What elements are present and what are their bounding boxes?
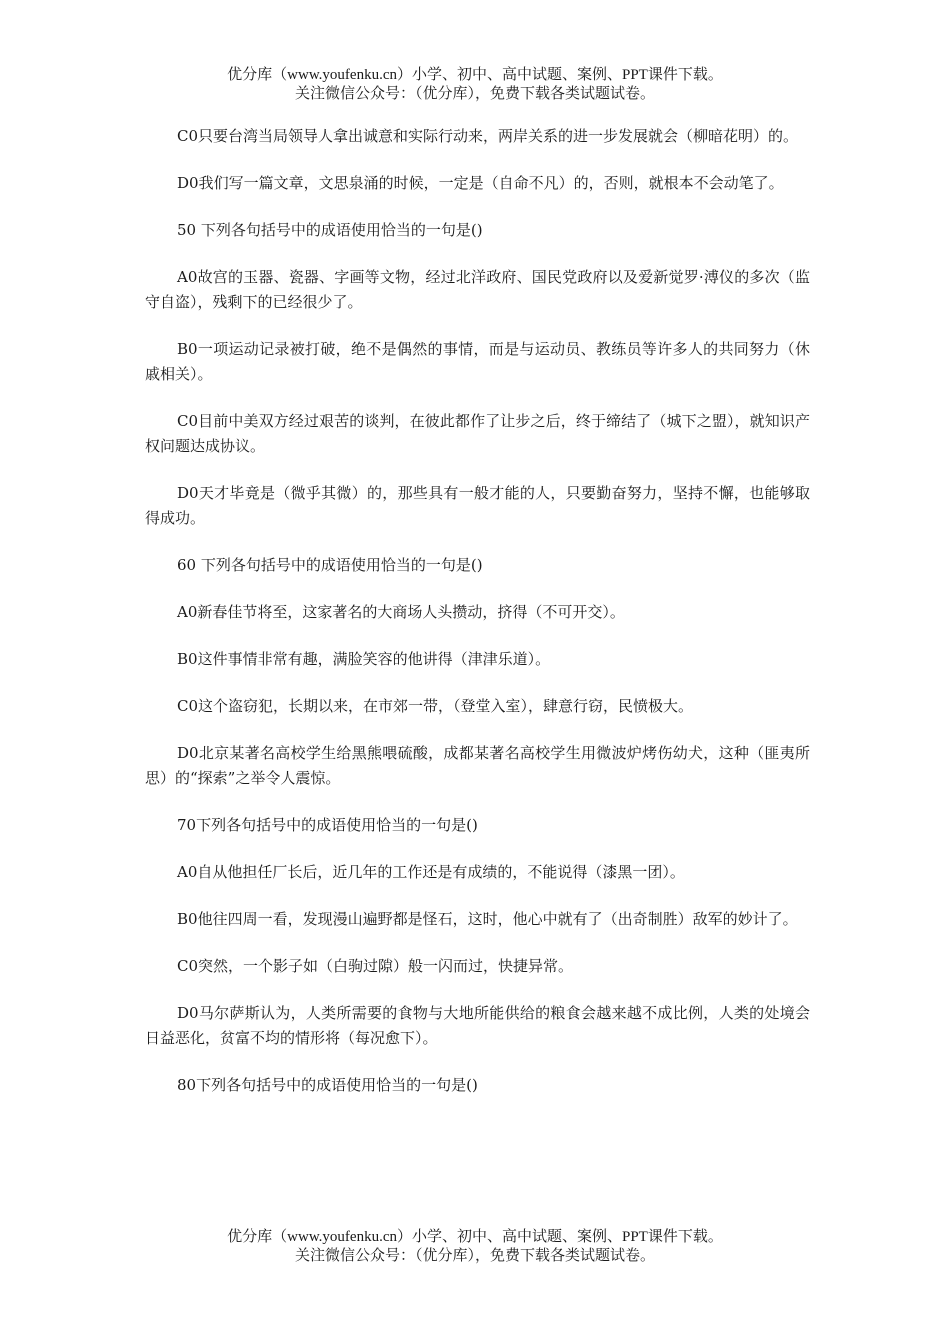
question-5-stem: 50 下列各句括号中的成语使用恰当的一句是() [177, 221, 483, 239]
page-footer [0, 1228, 950, 1266]
header-line-1: 优分库（www.youfenku.cn）小学、初中、高中试题、案例、PPT课件下载。 [227, 67, 723, 83]
page-header [0, 66, 950, 104]
question-7-option-c: C0突然，一个影子如（白驹过隙）般一闪而过，快捷异常。 [177, 957, 574, 975]
question-5-option-d: D0天才毕竟是（微乎其微）的，那些具有一般才能的人，只要勤奋努力，坚持不懈，也能够取得成功。 [145, 484, 810, 527]
option-c-paragraph: C0只要台湾当局领导人拿出诚意和实际行动来，两岸关系的进一步发展就会（柳暗花明）的。 [177, 127, 799, 145]
question-7-stem: 70下列各句括号中的成语使用恰当的一句是() [177, 816, 478, 834]
question-5-option-a: A0故宫的玉器、瓷器、字画等文物，经过北洋政府、国民党政府以及爱新觉罗·溥仪的多次（监守自盗），残剩下的已经很少了。 [145, 268, 810, 311]
question-6-option-c: C0这个盗窃犯，长期以来，在市郊一带，（登堂入室），肆意行窃，民愤极大。 [177, 697, 694, 715]
option-d-paragraph: D0我们写一篇文章，文思泉涌的时候，一定是（自命不凡）的，否则，就根本不会动笔了。 [177, 174, 784, 192]
document-body [145, 124, 810, 1120]
question-5-option-b: B0一项运动记录被打破，绝不是偶然的事情，而是与运动员、教练员等许多人的共同努力（休戚相关）。 [145, 340, 810, 383]
question-7-option-b: B0他往四周一看，发现漫山遍野都是怪石，这时，他心中就有了（出奇制胜）敌军的妙计了。 [177, 910, 798, 928]
footer-line-2: 关注微信公众号：（优分库），免费下载各类试题试卷。 [294, 1248, 655, 1264]
question-6-option-d: D0北京某著名高校学生给黑熊喂硫酸，成都某著名高校学生用微波炉烤伤幼犬，这种（匪夷所思）的“探索”之举令人震惊。 [145, 744, 810, 787]
footer-line-1: 优分库（www.youfenku.cn）小学、初中、高中试题、案例、PPT课件下载。 [227, 1229, 723, 1245]
question-6-option-b: B0这件事情非常有趣，满脸笑容的他讲得（津津乐道）。 [177, 650, 551, 668]
header-line-2: 关注微信公众号：（优分库），免费下载各类试题试卷。 [294, 86, 655, 102]
question-5-option-c: C0目前中美双方经过艰苦的谈判，在彼此都作了让步之后，终于缔结了（城下之盟），就知识产权问题达成协议。 [145, 412, 810, 455]
question-8-stem: 80下列各句括号中的成语使用恰当的一句是() [177, 1076, 478, 1094]
question-6-stem: 60 下列各句括号中的成语使用恰当的一句是() [177, 556, 483, 574]
question-7-option-a: A0自从他担任厂长后，近几年的工作还是有成绩的，不能说得（漆黑一团）。 [177, 863, 685, 881]
question-7-option-d: D0马尔萨斯认为，人类所需要的食物与大地所能供给的粮食会越来越不成比例，人类的处境会日益恶化，贫富不均的情形将（每况愈下）。 [145, 1004, 810, 1047]
question-6-option-a: A0新春佳节将至，这家著名的大商场人头攒动，挤得（不可开交）。 [177, 603, 625, 621]
